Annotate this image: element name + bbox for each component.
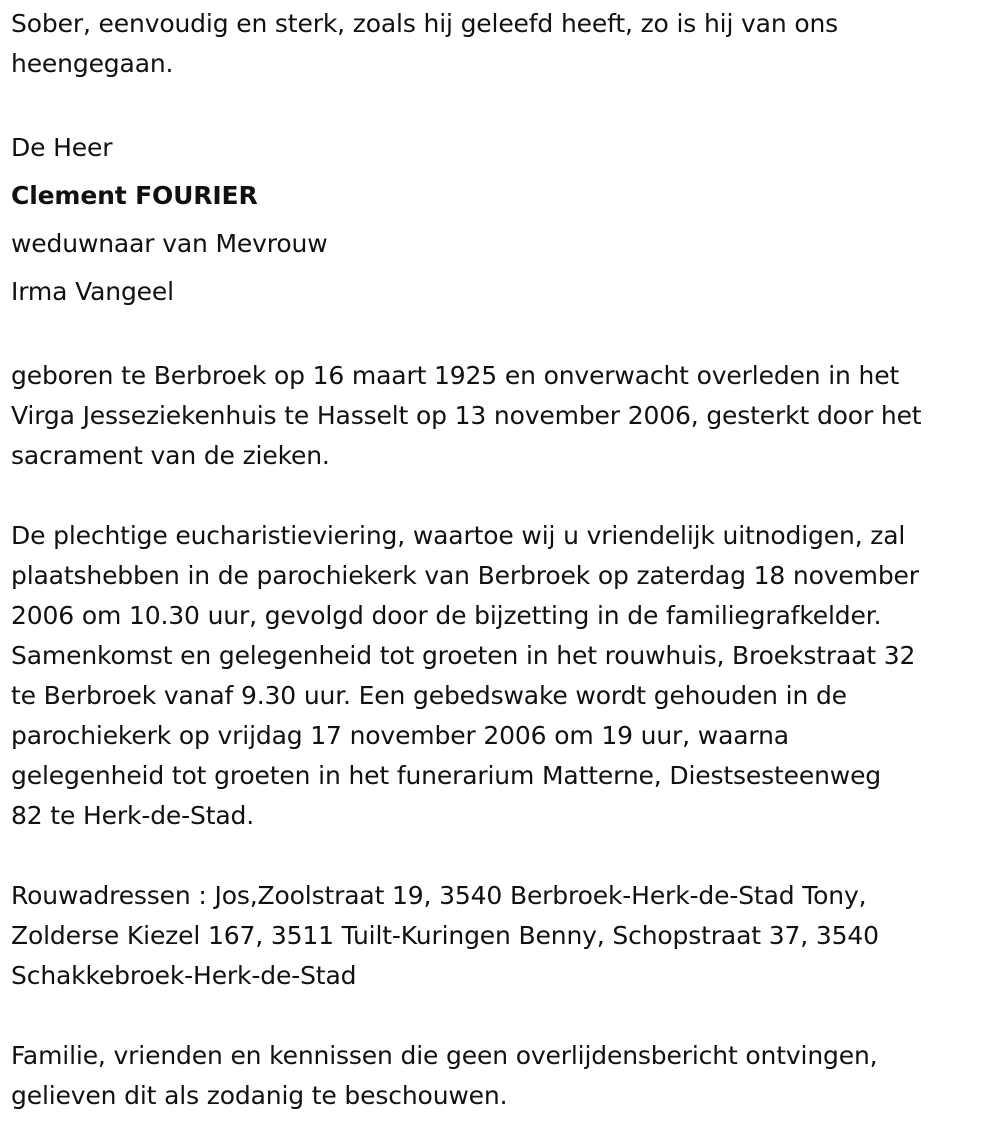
- paragraph-line: sacrament van de zieken.: [11, 441, 330, 470]
- paragraph-spacer: [11, 476, 990, 516]
- spouse-name: Irma Vangeel: [11, 277, 174, 306]
- paragraph-line: plaatshebben in de parochiekerk van Berbroek op zaterdag 18 november: [11, 561, 919, 590]
- paragraph-line: te Berbroek vanaf 9.30 uur. Een gebedswake wordt gehouden in de: [11, 681, 847, 710]
- person-block: [11, 124, 990, 316]
- paragraph-line: Zolderse Kiezel 167, 3511 Tuilt-Kuringen Benny, Schopstraat 37, 3540: [11, 921, 879, 950]
- paragraph-line: Virga Jesseziekenhuis te Hasselt op 13 november 2006, gesterkt door het: [11, 401, 922, 430]
- paragraph-line: 2006 om 10.30 uur, gevolgd door de bijzetting in de familiegrafkelder.: [11, 601, 882, 630]
- deceased-name: Clement FOURIER: [11, 181, 258, 210]
- birth-death-paragraph: [11, 356, 990, 476]
- paragraph-spacer: [11, 996, 990, 1036]
- paragraph-line: Schakkebroek-Herk-de-Stad: [11, 961, 357, 990]
- paragraph-line: gelegenheid tot groeten in het funerarium Matterne, Diestsesteenweg: [11, 761, 882, 790]
- paragraph-spacer: [11, 84, 990, 124]
- paragraph-line: geboren te Berbroek op 16 maart 1925 en onverwacht overleden in het: [11, 361, 900, 390]
- closing-paragraph: [11, 1036, 990, 1116]
- intro-line: Sober, eenvoudig en sterk, zoals hij geleefd heeft, zo is hij van ons: [11, 9, 839, 38]
- intro-paragraph: [11, 4, 990, 84]
- paragraph-line: gelieven dit als zodanig te beschouwen.: [11, 1081, 508, 1110]
- addresses-paragraph: [11, 876, 990, 996]
- paragraph-spacer: [11, 316, 990, 356]
- salutation: De Heer: [11, 133, 113, 162]
- paragraph-line: 82 te Herk-de-Stad.: [11, 801, 255, 830]
- paragraph-spacer: [11, 836, 990, 876]
- paragraph-line: Familie, vrienden en kennissen die geen overlijdensbericht ontvingen,: [11, 1041, 878, 1070]
- paragraph-line: Rouwadressen : Jos,Zoolstraat 19, 3540 Berbroek-Herk-de-Stad Tony,: [11, 881, 867, 910]
- intro-line: heengegaan.: [11, 49, 174, 78]
- paragraph-line: parochiekerk op vrijdag 17 november 2006 om 19 uur, waarna: [11, 721, 789, 750]
- relation-text: weduwnaar van Mevrouw: [11, 229, 328, 258]
- paragraph-line: Samenkomst en gelegenheid tot groeten in het rouwhuis, Broekstraat 32: [11, 641, 916, 670]
- paragraph-line: De plechtige eucharistieviering, waartoe wij u vriendelijk uitnodigen, zal: [11, 521, 906, 550]
- ceremony-paragraph: [11, 516, 990, 836]
